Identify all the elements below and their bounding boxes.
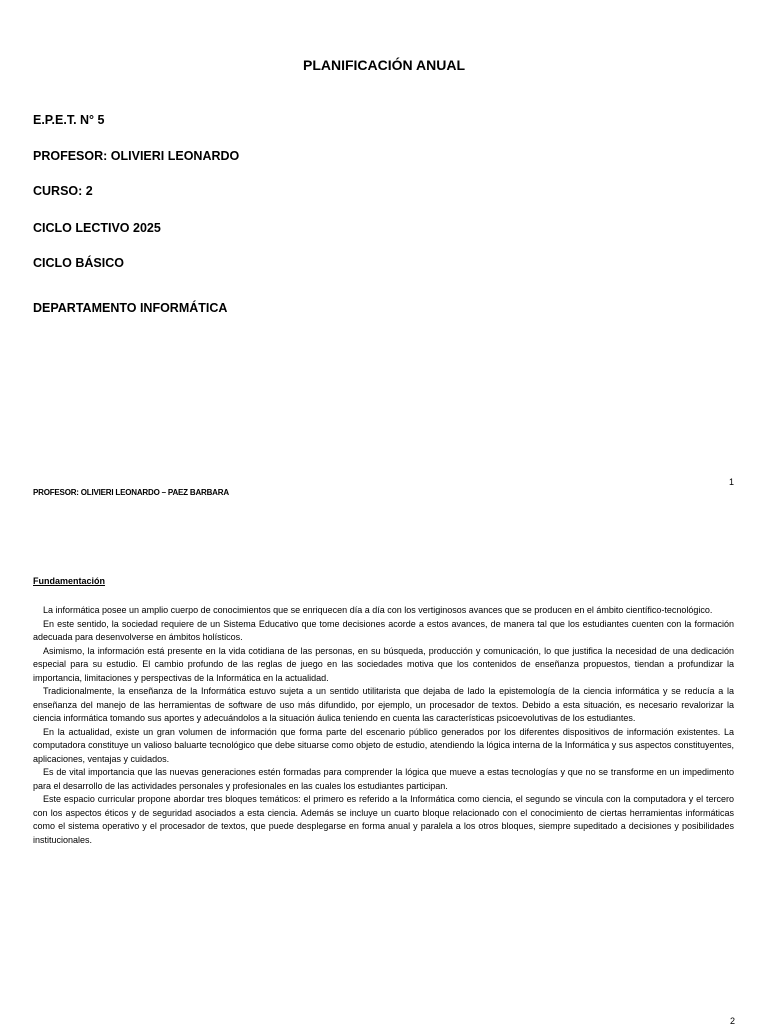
cycle-label: CICLO BÁSICO: [33, 256, 124, 270]
section-body: [33, 604, 734, 847]
paragraph: Es de vital importancia que las nuevas generaciones estén formadas para comprender la lógica que mueve a estas tecnologías y que no se transforme en un impedimento para el desarrollo de las actividades personales y profesionales en las cuales los estudiantes participan.: [33, 767, 734, 791]
course-label: CURSO: 2: [33, 184, 93, 198]
paragraph: En la actualidad, existe un gran volumen de información que forma parte del escenario público generados por los diferentes dispositivos de información existentes. La computadora constituye un valioso baluarte tecnológico que debe situarse como objeto de estudio, atendiendo la lógica interna de la Informática y sus aspectos constituyentes, aplicaciones, ventajas y cuidados.: [33, 726, 734, 764]
page-number-2: 2: [730, 1016, 736, 1026]
page-number-1: 1: [729, 477, 735, 487]
paragraph: La informática posee un amplio cuerpo de conocimientos que se enriquecen día a día con los vertiginosos avances que se producen en el ámbito científico-tecnológico.: [43, 605, 713, 615]
paragraph: Este espacio curricular propone abordar tres bloques temáticos: el primero es referido a la Informática como ciencia, el segundo se vincula con la computadora y el tercero con los aspectos éticos y de seguridad asociados a esta ciencia. Además se incluye un cuarto bloque relacionado con el conocimiento de ciertas herramientas informáticas como el sistema operativo y el procesador de textos, que puede desplegarse en forma anual y paralela a los otros bloques, siempre supeditado a decisiones y posibilidades institucionales.: [33, 794, 734, 845]
department-label: DEPARTAMENTO INFORMÁTICA: [33, 301, 228, 315]
paragraph: Tradicionalmente, la enseñanza de la Informática estuvo sujeta a un sentido utilitarista que dejaba de lado la epistemología de la ciencia informática y se reducía a la enseñanza del manejo de las herramientas de software de uso más difundido, por ejemplo, un procesador de textos. Debido a esta situación, es necesario revalorizar la ciencia informática tomando sus aportes y adecuándolos a la situación áulica teniendo en cuenta las características psicoevolutivas de los estudiantes.: [33, 686, 734, 723]
school-name: E.P.E.T. N° 5: [33, 113, 105, 127]
paragraph: Asimismo, la información está presente en la vida cotidiana de las personas, en su búsqueda, producción y comunicación, lo que justifica la necesidad de una dedicación especial para su estudio. El cambio profundo de las reglas de juego en las sociedades motiva que los contenidos de enseñanza propuestos, tiendan a profundizar la importancia, limitaciones y perspectivas de la Informática en la actualidad.: [33, 645, 734, 683]
teacher-name: PROFESOR: OLIVIERI LEONARDO: [33, 149, 240, 163]
page-footer: PROFESOR: OLIVIERI LEONARDO – PAEZ BARBARA: [33, 488, 229, 497]
paragraph: En este sentido, la sociedad requiere de un Sistema Educativo que tome decisiones acorde a estos avances, de manera tal que los estudiantes cuenten con la formación adecuada para desenvolverse en ámbitos holísticos.: [33, 618, 734, 642]
document-title: PLANIFICACIÓN ANUAL: [302, 57, 466, 73]
section-heading: Fundamentación: [33, 576, 106, 586]
school-year: CICLO LECTIVO 2025: [33, 221, 161, 235]
